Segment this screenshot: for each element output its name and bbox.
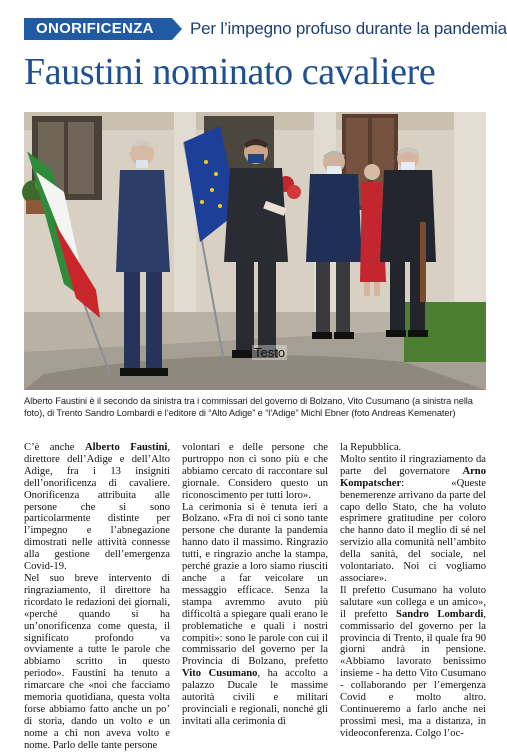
paragraph-text: , commissario del governo per la provincia di Trento, il quale fra 90 giorni andrà in pensione. «Abbiamo lavorato benissimo insieme - ha detto Vito Cusumano - collaborando per l’emergenza Covid e molto altro. Continueremo a farlo anche nei prossimi mesi, ma a distanza, in videoconferenza. Colgo l’oc- — [340, 608, 487, 739]
name-highlight: Vito Cusumano — [182, 668, 258, 680]
paragraph-text: Molto sentito il ringraziamento da parte del governatore — [340, 453, 486, 477]
paragraph — [340, 454, 486, 585]
photo-watermark: Testo — [254, 345, 286, 360]
article-body — [24, 442, 487, 751]
paragraph — [340, 585, 486, 740]
article-photo — [24, 112, 486, 390]
name-highlight: Alberto Faustini — [85, 442, 168, 453]
kicker-text: Per l’impegno profuso durante la pandemia — [190, 19, 507, 38]
name-highlight: Sandro Lombardi — [396, 608, 484, 620]
paragraph: la Repubblica. — [340, 442, 402, 453]
paragraph-text: La cerimonia si è tenuta ieri a Bolzano. «Fra di noi ci sono tante persone che durante la pandemia hanno dato il massimo. Ringrazio tutti, e ringrazio anche la stampa, perché grazie a loro siamo riusciti anche a far veicolare un messaggio efficace. Senza la stampa avremmo avuto più difficoltà a spiegare quali erano le problematiche e quali i nostri compiti»: sono le parole con cui il commissario del governo per la Provincia di Bolzano, prefetto — [182, 501, 328, 668]
paragraph — [182, 502, 328, 728]
photo-caption: Alberto Faustini è il secondo da sinistra tra i commissari del governo di Bolzano, Vito Cusumano (a sinistra nella foto), di Trento Sandro Lombardi e l’editore di “Alto Adige” e “l’Adige” Michl Ebner (foto Andreas Kemenater) — [24, 396, 473, 418]
paragraph-text: , direttore dell’Adige e dell’Alto Adige, fra i 13 insigniti dell’onorificenza di cavaliere. Onorificenza attribuita alle persone che si sono particolarmente distinte per l’impegno e l’abnegazione dimostrati nelle attività connesse alla gestione dell’emergenza Covid-19. — [24, 442, 171, 573]
article-column-1 — [24, 442, 170, 752]
name-highlight: Arno Kompatscher — [340, 465, 486, 489]
paragraph-text: , ha accolto a palazzo Ducale le massime autorità civili e militari provinciali e regionali, nonché gli invitati alla cerimonia di — [182, 668, 328, 727]
kicker-row — [24, 18, 507, 42]
paragraph: Nel suo breve intervento di ringraziamento, il direttore ha ricordato le redazioni dei giornali, «perché quando si ha un’onorificenza come questa, il significato profondo va ovviamente a tutte le parole che abbiamo scritto in questo periodo». Faustini ha tenuto a rimarcare che «noi che facciamo memoria quotidiana, questa volta forse abbiamo fatto anche un po’ di storia, dando un volto e un nome a chi non aveva volto e nome. Parlo delle tante persone — [24, 572, 170, 751]
paragraph — [24, 442, 170, 573]
paragraph-text: Il prefetto Cusumano ha voluto salutare «un collega e un amico», il prefetto — [340, 584, 486, 620]
article-column-3 — [340, 442, 486, 752]
headline: Faustini nominato cavaliere — [24, 51, 436, 93]
paragraph-text: : «Queste benemerenze arrivano da parte del capo dello Stato, che ha voluto esprimere gratitudine per coloro che hanno dato il meglio di sé nel servizio alla comunità nell’ambito della sanità, del sociale, nel volontariato. Noi ci vogliamo associare». — [340, 477, 486, 584]
section-tag: ONORIFICENZA — [24, 18, 172, 40]
paragraph-text: C’è anche — [24, 442, 86, 453]
section-tag-arrow — [172, 18, 182, 40]
article-column-2 — [182, 442, 328, 752]
paragraph: volontari e delle persone che purtroppo non ci sono più e che abbiamo cercato di raccontare sul giornale. Considero questo un riconoscimento per tutti loro». — [182, 442, 328, 501]
